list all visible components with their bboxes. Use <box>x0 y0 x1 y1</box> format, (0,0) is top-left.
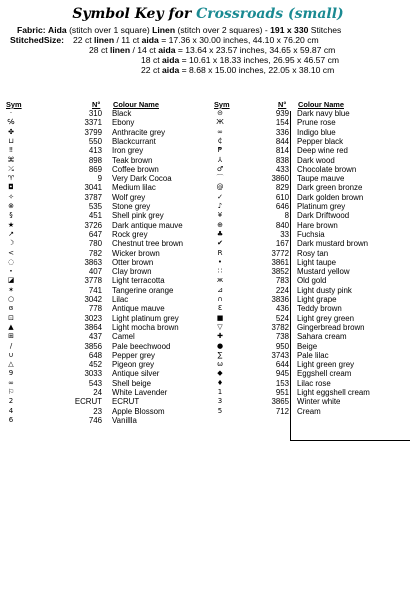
colour-name: Winter white <box>297 397 341 407</box>
thread-number: 3852 <box>271 267 289 277</box>
colour-name: Very Dark Cocoa <box>112 174 172 184</box>
colour-name: Gingerbread brown <box>297 322 365 332</box>
col-name-right: Colour Name <box>298 100 344 109</box>
colour-name: Dark green bronze <box>297 183 363 193</box>
thread-number: 780 <box>88 239 102 249</box>
thread-number: 950 <box>275 341 289 351</box>
symbol-glyph: ₱ <box>217 146 223 155</box>
thread-number: 844 <box>275 136 289 146</box>
colour-name: Light dusty pink <box>297 285 352 295</box>
thread-number: 3799 <box>84 127 102 137</box>
symbol-glyph: ◌ <box>7 257 15 266</box>
colour-name: Teddy brown <box>297 304 342 314</box>
symbol-glyph: ✓ <box>217 192 223 201</box>
symbol-glyph: ж <box>216 276 224 285</box>
thread-number: 782 <box>88 248 102 258</box>
colour-name: Dark wood <box>297 155 335 165</box>
colour-name: Rosy tan <box>297 248 329 258</box>
symbol-glyph: ⊗ <box>8 202 14 210</box>
thread-number: 310 <box>88 109 102 118</box>
symbol-glyph: 2 <box>8 397 14 406</box>
symbol-glyph: ∑ <box>217 350 223 359</box>
colour-name: Dark navy blue <box>297 109 350 118</box>
thread-number: 524 <box>275 313 289 323</box>
colour-name: Iron grey <box>112 146 144 156</box>
thread-number: 3836 <box>271 295 289 304</box>
colour-name: Light eggshell cream <box>297 388 370 397</box>
colour-name: Anthracite grey <box>112 127 166 137</box>
symbol-glyph: ☽ <box>7 239 15 248</box>
thread-number: 869 <box>88 164 102 174</box>
stitch-count-suffix: Stitches <box>310 25 342 35</box>
size-rest: = 8.68 x 15.00 inches, 22.05 x 38.10 cm <box>179 65 335 75</box>
thread-number: 550 <box>88 136 102 146</box>
fabric-line <box>17 25 341 35</box>
stitched-size-line <box>141 55 339 65</box>
colour-name: Hare brown <box>297 220 338 230</box>
thread-number: 433 <box>275 164 289 174</box>
colour-name: Lilac rose <box>297 378 331 388</box>
thread-number: 3860 <box>271 174 289 184</box>
colour-name: Pepper black <box>297 136 344 146</box>
symbol-glyph: ▲ <box>8 322 14 331</box>
size-mid: / 14 ct <box>130 45 159 55</box>
size-fab2: aida <box>158 45 176 55</box>
colour-name: Taupe mauve <box>297 174 345 184</box>
colour-name: Chocolate brown <box>297 164 357 174</box>
colour-name: Antique mauve <box>112 304 165 314</box>
col-name-left: Colour Name <box>113 100 159 109</box>
colour-name: Light taupe <box>297 257 337 267</box>
symbol-glyph: 1 <box>217 388 223 396</box>
thread-number: 154 <box>275 118 289 128</box>
colour-name: Coffee brown <box>112 164 159 174</box>
thread-number: 3864 <box>84 322 102 332</box>
thread-number: 3782 <box>271 322 289 332</box>
size-fab2: aida <box>141 35 159 45</box>
thread-number: 167 <box>275 239 289 249</box>
thread-number: 778 <box>88 304 102 314</box>
symbol-glyph: ℅ <box>7 118 15 127</box>
thread-number: 746 <box>88 415 102 425</box>
colour-name: Light mocha brown <box>112 322 179 332</box>
stitched-size-label: StitchedSize: <box>10 35 64 45</box>
thread-number: 3772 <box>271 248 289 258</box>
colour-name: Rock grey <box>112 229 148 239</box>
colour-name: Vanillla <box>112 415 137 425</box>
symbol-glyph: @ <box>216 183 224 192</box>
symbol-glyph: 5 <box>217 406 223 415</box>
symbol-glyph: 3 <box>217 397 223 406</box>
symbol-glyph: ✤ <box>8 127 14 136</box>
thread-number: 3787 <box>84 192 102 202</box>
thread-number: 939 <box>275 109 289 118</box>
symbol-glyph: ♣ <box>216 229 224 238</box>
symbol-glyph: ♪ <box>217 202 223 210</box>
symbol-glyph: / <box>9 341 13 350</box>
size-ct: 18 ct <box>141 55 163 65</box>
colour-name: Dark mustard brown <box>297 239 369 249</box>
thread-number: 451 <box>88 211 102 221</box>
symbol-glyph: ♦ <box>216 378 224 387</box>
colour-name: Clay brown <box>112 267 152 277</box>
symbol-glyph: ⬝ <box>10 267 12 276</box>
symbol-glyph: § <box>9 211 13 220</box>
colour-name: Cream <box>297 406 321 416</box>
symbol-glyph: ★ <box>7 220 15 229</box>
colour-name: Fuchsia <box>297 229 325 239</box>
colour-name: Platinum grey <box>297 202 346 211</box>
thread-number: ECRUT <box>74 397 102 407</box>
symbol-glyph: ∩ <box>217 295 223 303</box>
symbol-glyph: ↗ <box>8 229 14 238</box>
thread-number: 8 <box>284 211 289 221</box>
thread-number: 3743 <box>271 350 289 360</box>
colour-name: Tangerine orange <box>112 285 174 295</box>
colour-name: Sahara cream <box>297 332 347 342</box>
colour-name: White Lavender <box>112 388 168 397</box>
col-num-right: N° <box>278 100 287 109</box>
size-fab2: aida <box>162 65 180 75</box>
size-fab2: aida <box>162 55 180 65</box>
thread-number: 898 <box>88 155 102 165</box>
size-rest: = 10.61 x 18.33 inches, 26.95 x 46.57 cm <box>179 55 340 65</box>
page-title <box>0 6 416 22</box>
symbol-glyph: ∪ <box>8 350 14 359</box>
thread-number: 840 <box>275 220 289 230</box>
thread-number: 24 <box>93 388 102 397</box>
symbol-glyph: ⊿ <box>217 285 223 294</box>
size-rest: = 13.64 x 23.57 inches, 34.65 x 59.87 cm <box>175 45 336 55</box>
colour-name: Shell beige <box>112 378 152 388</box>
col-sym-right: Sym <box>214 100 230 109</box>
thread-number: 738 <box>275 332 289 342</box>
thread-number: 3033 <box>84 369 102 379</box>
col-sym-left: Sym <box>6 100 22 109</box>
colour-name: Pale lilac <box>297 350 329 360</box>
symbol-glyph: ✧ <box>8 192 14 201</box>
symbol-glyph: ◪ <box>7 276 15 285</box>
symbol-glyph: ♂ <box>216 164 224 173</box>
symbol-glyph: △ <box>8 360 14 369</box>
colour-name: Black <box>112 109 132 118</box>
thread-number: 437 <box>88 332 102 342</box>
title-pattern-name: Crossroads (small) <box>196 6 344 22</box>
symbol-glyph: ▽ <box>217 322 223 331</box>
colour-name: Medium lilac <box>112 183 156 193</box>
thread-number: 3865 <box>271 397 289 407</box>
symbol-glyph: ɞ <box>8 304 14 313</box>
colour-name: Otter brown <box>112 257 154 267</box>
stitched-size-line <box>141 65 334 75</box>
symbol-glyph: · <box>9 109 13 117</box>
symbol-glyph: ● <box>216 341 224 350</box>
colour-name: Lilac <box>112 295 129 304</box>
thread-number: 3778 <box>84 276 102 286</box>
thread-number: 945 <box>275 369 289 379</box>
symbol-glyph: ■ <box>216 313 224 322</box>
colour-name: Pepper grey <box>112 350 155 360</box>
colour-name: Light platinum grey <box>112 313 179 323</box>
fabric-linen: Linen <box>152 25 176 35</box>
colour-name: Apple Blossom <box>112 406 165 416</box>
thread-number: 644 <box>275 360 289 370</box>
size-ct: 22 ct <box>141 65 163 75</box>
fabric-aida-note: (stitch over 1 square) <box>69 25 150 35</box>
symbol-glyph: ✚ <box>217 332 223 341</box>
thread-number: 9 <box>97 174 102 184</box>
colour-name: Beige <box>297 341 318 351</box>
thread-number: 610 <box>275 192 289 202</box>
colour-name: Dark golden brown <box>297 192 364 202</box>
thread-number: 3371 <box>84 118 102 128</box>
colour-name: Wolf grey <box>112 192 146 202</box>
size-fab: linen <box>110 45 131 55</box>
symbol-glyph: ∞ <box>217 127 223 136</box>
thread-number: 3861 <box>271 257 289 267</box>
thread-number: 829 <box>275 183 289 193</box>
fabric-linen-note: (stitch over 2 squares) - <box>177 25 268 35</box>
colour-name: Antique silver <box>112 369 160 379</box>
symbol-glyph: ⌘ <box>7 155 15 164</box>
colour-name: Pale beechwood <box>112 341 171 351</box>
col-num-left: N° <box>92 100 101 109</box>
stitch-count: 191 x 330 <box>270 25 309 35</box>
thread-number: 3041 <box>84 183 102 193</box>
thread-number: 646 <box>275 202 289 211</box>
colour-name: Eggshell cream <box>297 369 352 379</box>
symbol-glyph: ◆ <box>217 369 223 378</box>
thread-number: 23 <box>93 406 102 416</box>
symbol-glyph: R <box>217 248 223 257</box>
symbol-glyph: ⊡ <box>8 313 14 322</box>
thread-number: 3863 <box>84 257 102 267</box>
thread-number: 3726 <box>84 220 102 230</box>
stitched-size-line <box>73 35 319 45</box>
colour-name: Dark Driftwood <box>297 211 350 221</box>
thread-number: 413 <box>88 146 102 156</box>
symbol-glyph: ⊞ <box>8 332 14 341</box>
symbol-glyph: • <box>217 257 223 266</box>
symbol-glyph: ∞ <box>8 378 14 387</box>
thread-number: 452 <box>88 360 102 370</box>
thread-number: 3023 <box>84 313 102 323</box>
colour-name: Mustard yellow <box>297 267 350 277</box>
fabric-aida: Aida <box>48 25 67 35</box>
colour-name: Light terracotta <box>112 276 165 286</box>
thread-number: 336 <box>275 127 289 137</box>
colour-name: Ebony <box>112 118 135 128</box>
thread-number: 153 <box>275 378 289 388</box>
size-mid: / 11 ct <box>114 35 142 45</box>
symbol-glyph: ∷ <box>217 267 223 276</box>
thread-number: 407 <box>88 267 102 277</box>
thread-number: 33 <box>280 229 289 239</box>
thread-number: 648 <box>88 350 102 360</box>
size-fab: linen <box>94 35 115 45</box>
thread-number: 436 <box>275 304 289 314</box>
colour-name: Wicker brown <box>112 248 160 258</box>
colour-name: Old gold <box>297 276 327 286</box>
colour-name: Indigo blue <box>297 127 336 137</box>
symbol-glyph: ⅄ <box>217 155 223 164</box>
symbol-glyph: ¥ <box>217 211 223 220</box>
colour-name: Chestnut tree brown <box>112 239 184 249</box>
colour-name: Teak brown <box>112 155 153 165</box>
symbol-glyph: ⚐ <box>7 388 15 396</box>
colour-name: Pigeon grey <box>112 360 155 370</box>
colour-name: Shell pink grey <box>112 211 164 221</box>
right-column-divider <box>290 111 291 440</box>
symbol-glyph: ⊔ <box>8 136 14 145</box>
symbol-glyph: < <box>8 248 14 257</box>
colour-name: Stone grey <box>112 202 151 211</box>
colour-name: Light grape <box>297 295 337 304</box>
thread-number: 3042 <box>84 295 102 304</box>
symbol-glyph: ✔ <box>217 239 223 248</box>
symbol-glyph: ω <box>217 360 223 369</box>
right-column-bottom-rule <box>290 440 410 441</box>
symbol-glyph: ⊝ <box>217 109 223 117</box>
thread-number: 783 <box>275 276 289 286</box>
colour-name: Prune rose <box>297 118 336 128</box>
thread-number: 647 <box>88 229 102 239</box>
size-ct: 22 ct <box>73 35 95 45</box>
fabric-label: Fabric: <box>17 25 46 35</box>
symbol-glyph: ₵ <box>217 136 223 145</box>
thread-number: 814 <box>275 146 289 156</box>
symbol-glyph: ⊕ <box>217 220 223 229</box>
thread-number: 838 <box>275 155 289 165</box>
thread-number: 741 <box>88 285 102 295</box>
symbol-glyph: ‼ <box>9 146 13 155</box>
colour-name: Deep wine red <box>297 146 348 156</box>
symbol-glyph: Ж <box>216 118 224 127</box>
colour-name: Dark antique mauve <box>112 220 183 230</box>
title-prefix: Symbol Key for <box>72 6 197 22</box>
colour-name: Light grey green <box>297 313 355 323</box>
symbol-glyph: 9 <box>8 369 14 378</box>
stitched-size-line <box>89 45 335 55</box>
symbol-glyph: Ɛ <box>217 304 223 313</box>
colour-name: Blackcurrant <box>112 136 156 146</box>
symbol-glyph: ◘ <box>8 183 14 192</box>
symbol-glyph: ○ <box>7 295 15 303</box>
symbol-glyph: 6 <box>8 415 14 424</box>
symbol-glyph: ⌒ <box>216 174 224 183</box>
symbol-glyph: 4 <box>8 406 14 415</box>
thread-number: 535 <box>88 202 102 211</box>
symbol-glyph: ⤯ <box>8 164 14 173</box>
size-ct: 28 ct <box>89 45 111 55</box>
thread-number: 224 <box>275 285 289 295</box>
colour-name: ECRUT <box>112 397 140 407</box>
symbol-key-table <box>0 100 416 440</box>
symbol-glyph: ✶ <box>8 285 14 294</box>
thread-number: 951 <box>275 388 289 397</box>
size-rest: = 17.36 x 30.00 inches, 44.10 x 76.20 cm <box>158 35 319 45</box>
colour-name: Camel <box>112 332 135 342</box>
symbol-glyph: ♈ <box>7 174 15 183</box>
thread-number: 543 <box>88 378 102 388</box>
thread-number: 3856 <box>84 341 102 351</box>
thread-number: 712 <box>275 406 289 416</box>
colour-name: Light green grey <box>297 360 355 370</box>
